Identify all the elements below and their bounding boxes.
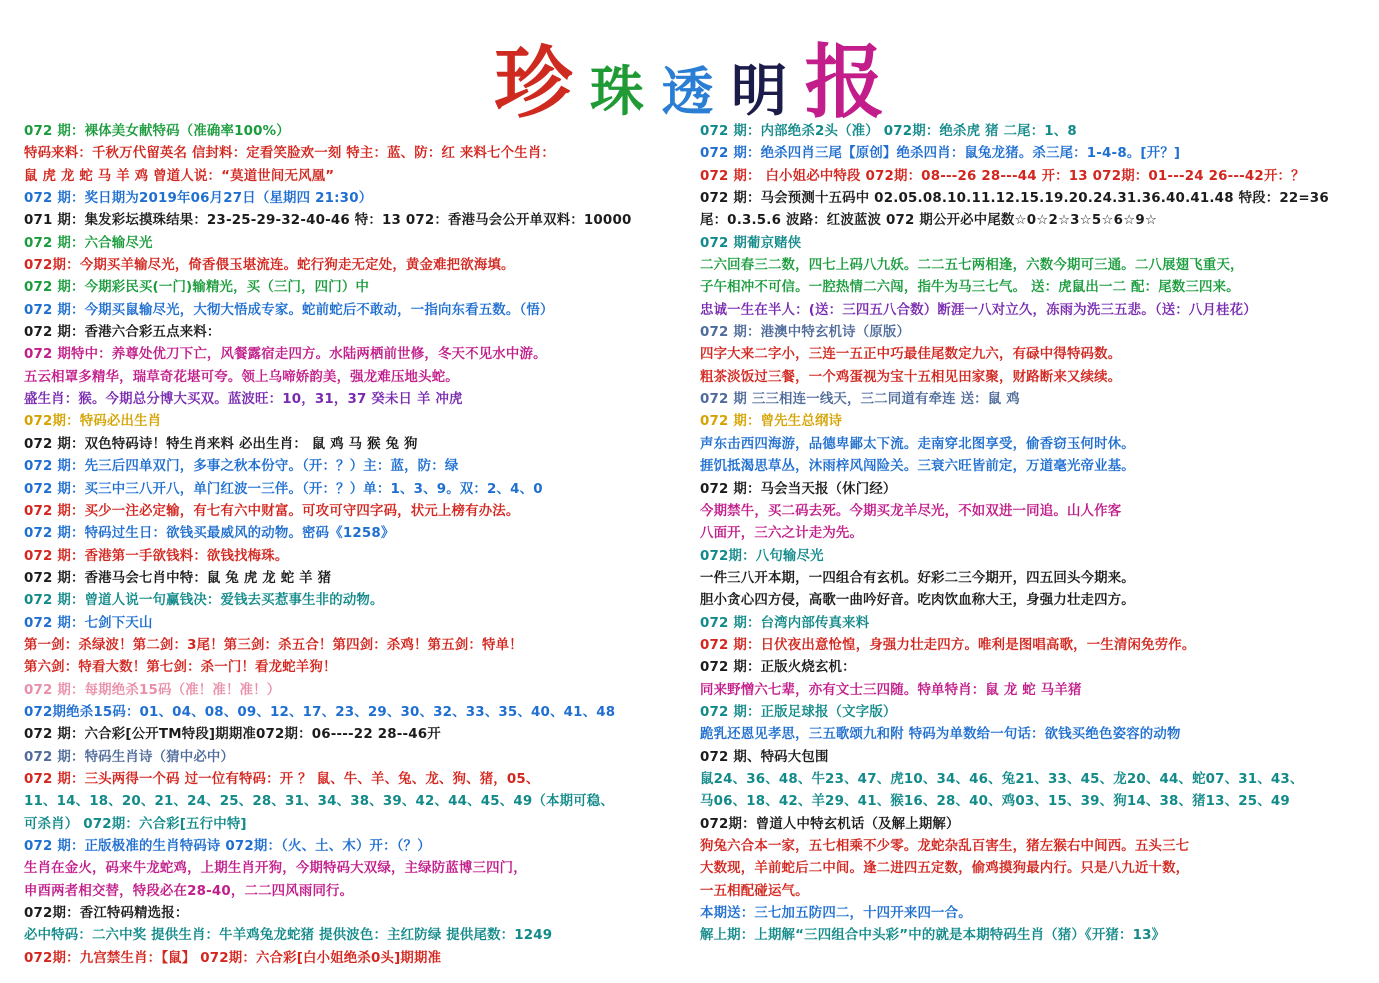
text-line: 072 期：曾道人说一句赢钱决：爱钱去买惹事生非的动物。	[24, 593, 384, 609]
text-line: 072 期、特码大包围	[700, 749, 829, 765]
text-line: 072 期葡京赌侠	[700, 235, 802, 251]
text-line: 072 期：马会当天报（休门经）	[700, 481, 897, 497]
text-line: 072 期：香港马会七肖中特：鼠 兔 虎 龙 蛇 羊 猪	[24, 570, 332, 586]
text-line: 072期：八句输尽光	[700, 548, 824, 564]
text-line: 072 期：每期绝杀15码（准！准！准！）	[24, 682, 281, 698]
text-line: 072 期：特码生肖诗（猜中必中）	[24, 749, 235, 765]
text-line: 二六回春三二数，四七上码八九妖。二二五七两相逢，六数今期可三通。二八展翅飞重天，	[700, 258, 1244, 274]
text-line: 072 期：今期彩民买(一门)输精光，买（三门，四门）中	[24, 280, 370, 296]
text-line: 072 期：先三后四单双门，多事之秋本份守。（开：？）主：蓝，防：绿	[24, 459, 459, 475]
text-line: 一件三八开本期，一四组合有玄机。好彩二三今期开，四五回头今期来。	[700, 570, 1135, 586]
text-line: 鼠 虎 龙 蛇 马 羊 鸡 曾道人说：“莫道世间无风凰”	[24, 168, 335, 184]
text-line: 072期：今期买羊输尽光，倚香偎玉堪流连。蛇行狗走无定处，黄金难把欲海填。	[24, 258, 515, 274]
text-line: 072 期：绝杀四肖三尾【原创】绝杀四肖：鼠兔龙猪。杀三尾：1-4-8。[开？]	[700, 146, 1181, 162]
text-line: 解上期：上期解“三四组合中头彩”中的就是本期特码生肖（猪）《开猪：13》	[700, 928, 1166, 944]
text-line: 同来野憎六七辈，亦有文士三四随。特单特肖：鼠 龙 蛇 马羊猪	[700, 682, 1082, 698]
text-line: 072 期：七剑下天山	[24, 615, 153, 631]
text-line: 盛生肖：猴。今期总分博大买双。蓝波旺：10，31，37 癸未日 羊 冲虎	[24, 392, 463, 408]
text-line: 072 期：香港六合彩五点来料：	[24, 325, 221, 341]
text-line: 072期：曾道人中特玄机话（及解上期解）	[700, 816, 960, 832]
text-line: 072 期：曾先生总纲诗	[700, 414, 843, 430]
text-line: 可杀肖） 072期：六合彩[五行中特]	[24, 816, 247, 832]
text-line: 072 期：日伏夜出意怆惶，身强力壮走四方。唯利是图唱高歌，一生清闲免劳作。	[700, 637, 1196, 653]
text-line: 特码来料：千秋万代留英名 信封料：定看笑脸欢一刻 特主：蓝、防：红 来料七个生肖：	[24, 146, 556, 162]
text-line: 072 期：正版火烧玄机：	[700, 660, 856, 676]
title-char: 珠	[589, 59, 644, 123]
title-char: 珍	[494, 38, 573, 129]
text-line: 鼠24、36、48、牛23、47、虎10、34、46、兔21、33、45、龙20、44、蛇07、31、43、	[700, 771, 1304, 787]
text-line: 八面开，三六之计走为先。	[700, 526, 864, 542]
text-line: 四字大来二字小，三连一五正中巧最佳尾数定九六，有碌中得特码数。	[700, 347, 1122, 363]
text-line: 第一剑：杀绿波！第二剑：3尾！第三剑：杀五合！第四剑：杀鸡！第五剑：特单！	[24, 637, 523, 653]
title-char: 明	[731, 58, 788, 124]
text-line: 072 期特中：养尊处优刀下亡，风餐露宿走四方。水陆两栖前世修，冬天不见水中游。	[24, 347, 547, 363]
text-line: 072 期：六合彩[公开TM特段]期期准072期：06----22 28--46开	[24, 727, 441, 743]
text-line: 072期：特码必出生肖	[24, 414, 162, 430]
text-line: 072期：香江特码精选报：	[24, 906, 189, 922]
text-line: 第六剑：特看大数！第七剑：杀一门！看龙蛇羊狗！	[24, 660, 337, 676]
text-line: 捱饥抵渴思草丛，沐雨梓风闯险关。三衰六旺皆前定，万道毫光帝业基。	[700, 459, 1135, 475]
text-line: 072 期：双色特码诗！特生肖来料 必出生肖： 鼠 鸡 马 猴 兔 狗	[24, 436, 418, 452]
text-line: 忠诚一生在半人：(送：三四五八合数）断涯一八对立久，冻雨为洗三五悲。（送：八月桂花）	[700, 302, 1257, 318]
text-line: 072 期：今期买鼠输尽光，大彻大悟成专家。蛇前蛇后不敢动，一指向东看五数。（悟）	[24, 302, 554, 318]
text-line: 072 期 三三相连一线天，三二同道有牵连 送：鼠 鸡	[700, 392, 1020, 408]
text-line: 粗茶淡饭过三餐，一个鸡蛋视为宝十五相见田家聚，财路断来又续续。	[700, 369, 1122, 385]
text-line: 跪乳还恩见孝思，三五歌颂九和附 特码为单数给一句话：欲钱买绝色姿容的动物	[700, 727, 1181, 743]
text-line: 072 期：买三中三八开八，单门红波一三伴。（开：？）单：1、3、9。双：2、4、0	[24, 481, 543, 497]
text-line: 072 期：港澳中特玄机诗（原版）	[700, 325, 911, 341]
text-line: 072 期：正版足球报（文字版）	[700, 704, 897, 720]
text-line: 尾：0.3.5.6 波路：红波蓝波 072 期公开必中尾数☆0☆2☆3☆5☆6☆9☆	[700, 213, 1158, 229]
text-line: 大数现，羊前蛇后二中间。逢二进四五定数，偷鸡摸狗最内行。只是八九近十数，	[700, 861, 1190, 877]
text-line: 072期：九宫禁生肖：【鼠】 072期：六合彩[白小姐绝杀0头]期期准	[24, 950, 442, 966]
text-line: 马06、18、42、羊29、41、猴16、28、40、鸡03、15、39、狗14、38、猪13、25、49	[700, 794, 1290, 810]
text-line: 072期绝杀15码：01、04、08、09、12、17、23、29、30、32、33、35、40、41、48	[24, 704, 616, 720]
text-line: 072 期：特码过生日：欲钱买最威风的动物。密码《1258》	[24, 526, 395, 542]
left-column	[24, 121, 686, 970]
text-line: 生肖在金火，码来牛龙蛇鸡，上期生肖开狗，今期特码大双绿，主绿防蓝博三四门，	[24, 861, 527, 877]
text-line: 一五相配碰运气。	[700, 883, 809, 899]
text-line: 072 期：买少一注必定输，有七有六中财富。可攻可守四字码，状元上榜有办法。	[24, 503, 520, 519]
text-line: 072 期：裸体美女献特码（准确率100%）	[24, 124, 290, 139]
text-line: 五云相罩多精华，瑞草奇花堪可夸。领上乌啼娇韵美，强龙难压地头蛇。	[24, 369, 459, 385]
text-line: 今期禁牛，买二码去死。今期买龙羊尽光，不如双进一同追。山人作客	[700, 503, 1122, 519]
text-line: 072 期：正版极准的生肖特码诗 072期：（火、土、木）开：（？）	[24, 839, 431, 854]
text-line: 072 期：六合输尽光	[24, 235, 153, 251]
text-line: 072 期： 白小姐必中特段 072期：08---26 28---44 开：13 072期：01---24 26---42开：？	[700, 168, 1305, 184]
text-line: 本期送：三七加五防四二，十四开来四一合。	[700, 906, 972, 922]
text-line: 声东击西四海游，品德卑鄙太下流。走南穿北图享受，偷香窃玉何时休。	[700, 436, 1135, 452]
text-line: 子午相冲不可信。一腔热情二六闯，指牛为马三七气。 送：虎鼠出一二 配：尾数三四来。	[700, 280, 1240, 296]
text-line: 11、14、18、20、21、24、25、28、31、34、38、39、42、44、45、49（本期可稳、	[24, 794, 614, 810]
text-line: 072 期：奖日期为2019年06月27日（星期四 21:30）	[24, 191, 373, 207]
text-line: 狗兔六合本一家，五七相乘不少零。龙蛇杂乱百害生，猪左猴右中间西。五头三七	[700, 839, 1190, 854]
text-line: 072 期：内部绝杀2头（准） 072期：绝杀虎 猪 二尾：1、8	[700, 124, 1077, 139]
text-line: 072 期：三头两得一个码 过一位有特码：开 ？ 鼠、牛、羊、兔、龙、狗、猪，05、	[24, 771, 540, 787]
text-line: 申酉两者相交替，特段必在28-40，二二四风雨同行。	[24, 883, 354, 899]
page-title	[0, 18, 1379, 129]
text-line: 072 期：香港第一手欲钱料：欲钱找梅珠。	[24, 548, 289, 564]
text-line: 071 期：集发彩坛摸珠结果：23-25-29-32-40-46 特：13 072：香港马会公开单双料：10000	[24, 213, 632, 229]
right-column	[700, 121, 1372, 948]
title-char: 透	[661, 62, 714, 123]
text-line: 胆小贪心四方侵，高歌一曲吟好音。吃肉饮血称大王，身强力壮走四方。	[700, 593, 1135, 609]
text-line: 072 期：台湾内部传真来料	[700, 615, 870, 631]
title-char: 报	[804, 35, 885, 129]
text-line: 必中特码：二六中奖 提供生肖：牛羊鸡兔龙蛇猪 提供波色：主红防绿 提供尾数：1249	[24, 928, 553, 944]
text-line: 072 期：马会预测十五码中 02.05.08.10.11.12.15.19.20.24.31.36.40.41.48 特段：22=36	[700, 191, 1329, 207]
